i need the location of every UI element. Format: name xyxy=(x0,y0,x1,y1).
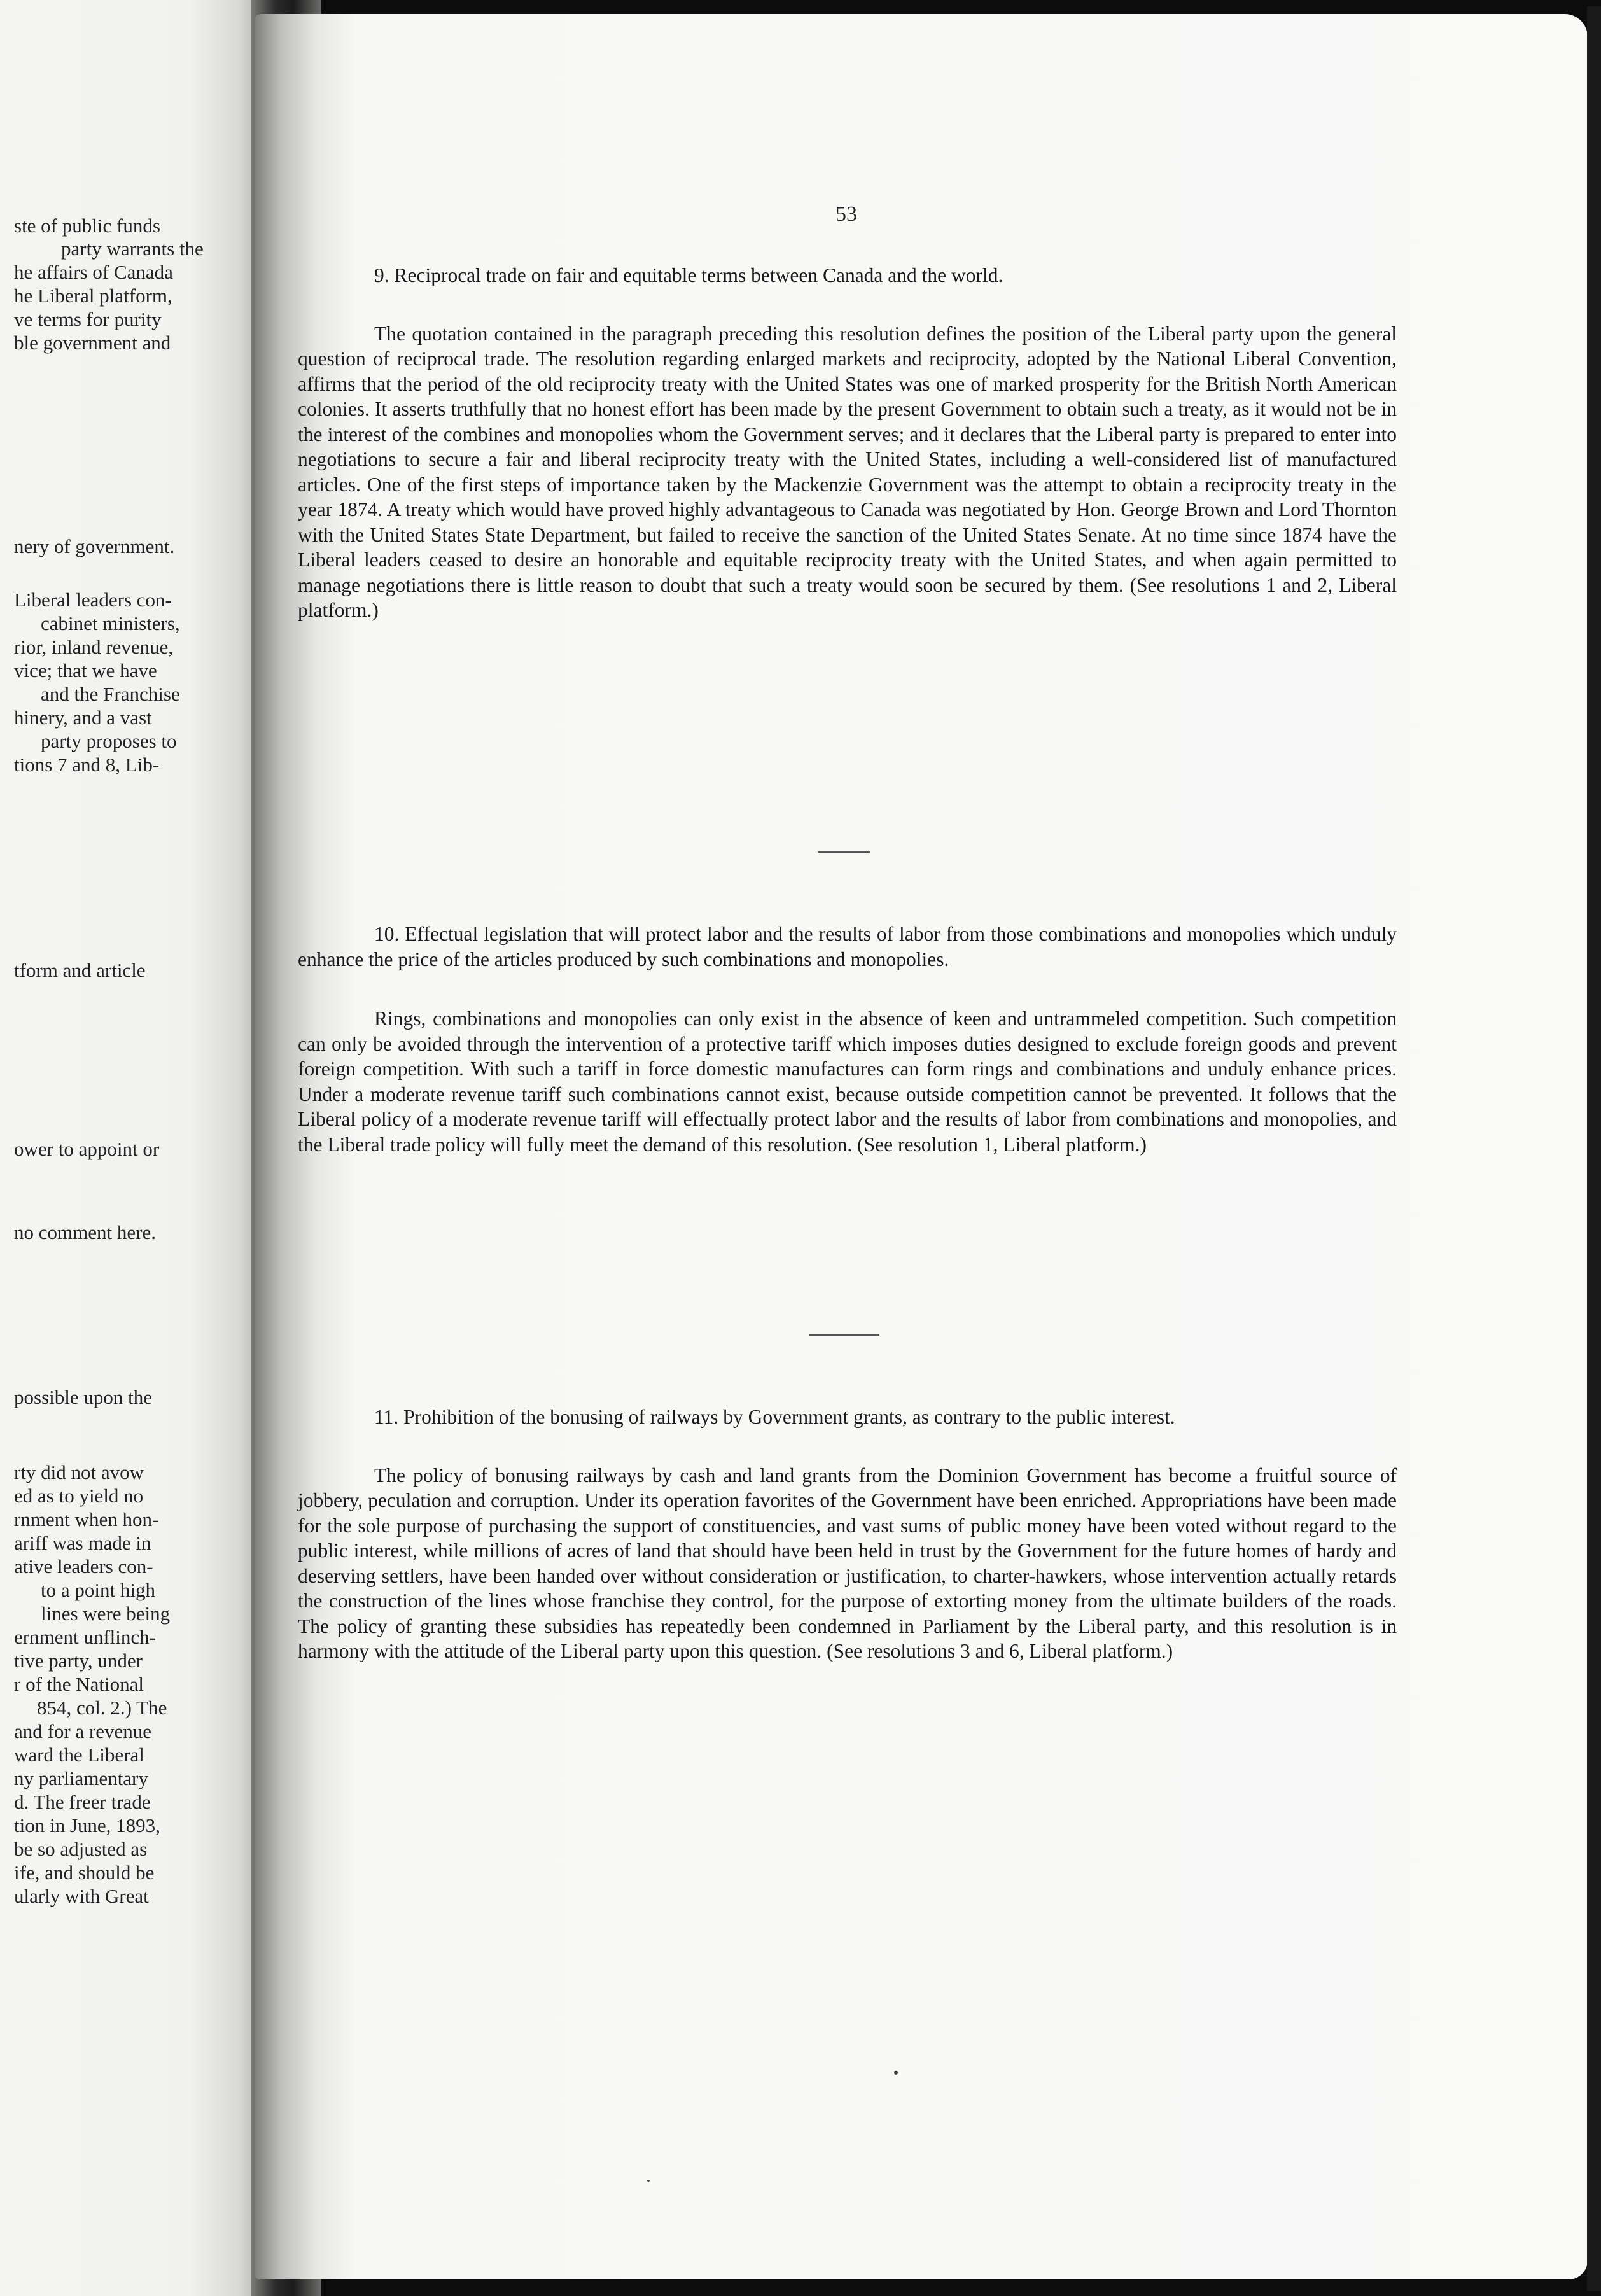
left-page-line: ernment unflinch- xyxy=(14,1626,156,1648)
left-page-line: rior, inland revenue, xyxy=(14,636,174,658)
left-page-line: party warrants the xyxy=(61,237,204,260)
left-page-line: and the Franchise xyxy=(41,683,180,705)
left-page-line: no comment here. xyxy=(14,1221,156,1243)
left-page-line: ower to appoint or xyxy=(14,1138,160,1160)
left-page-line: and for a revenue xyxy=(14,1720,152,1742)
left-page-line: ative leaders con- xyxy=(14,1555,153,1578)
left-page-line: lines were being xyxy=(41,1602,171,1625)
left-page-line: ed as to yield no xyxy=(14,1485,144,1507)
left-page-line: r of the National xyxy=(14,1673,144,1695)
left-page-line: ularly with Great xyxy=(14,1885,149,1907)
left-page-line: rty did not avow xyxy=(14,1461,144,1483)
left-page-line: possible upon the xyxy=(14,1386,152,1408)
left-page-line: nery of government. xyxy=(14,535,175,557)
left-page-line: tion in June, 1893, xyxy=(14,1814,160,1837)
left-page-line: tions 7 and 8, Lib- xyxy=(14,753,160,776)
left-page-line: he Liberal platform, xyxy=(14,284,172,307)
section-10 xyxy=(298,921,1397,1157)
section-10-heading: 10. Effectual legislation that will protect labor and the results of labor from those combinations and monopolies which unduly enhance the price of the articles produced by such combinations and monopolies. xyxy=(298,923,1397,970)
left-page-line: cabinet ministers, xyxy=(41,612,180,634)
left-page-line: hinery, and a vast xyxy=(14,706,152,729)
left-page-line: d. The freer trade xyxy=(14,1791,151,1813)
speck xyxy=(894,2071,898,2075)
left-page-line: ve terms for purity xyxy=(14,308,162,330)
left-facing-page xyxy=(0,0,270,2296)
left-page-line: 854, col. 2.) The xyxy=(37,1697,167,1719)
section-10-body: Rings, combinations and monopolies can only exist in the absence of keen and untrammeled competition. Such competition can only be avoided through the intervention of a protective tariff which imposes duties designed to exclude foreign goods and prevent foreign competition. With such a tariff in force domestic manufactures can form rings and combinations and unduly enhance prices. Under a moderate revenue tariff such combinations cannot exist, because outside competition cannot be prevented. It follows that the Liberal policy of a moderate revenue tariff will effectually protect labor and the results of labor from combinations and monopolies, and the Liberal trade policy will fully meet the demand of this resolution. (See resolution 1, Liberal platform.) xyxy=(298,1007,1397,1156)
left-page-line: ny parliamentary xyxy=(14,1767,148,1789)
left-page-line: ble government and xyxy=(14,332,171,354)
section-9-heading: 9. Reciprocal trade on fair and equitable terms between Canada and the world. xyxy=(374,264,1003,286)
section-11-body: The policy of bonusing railways by cash and land grants from the Dominion Government has become a fruitful source of jobbery, peculation and corruption. Under its operation favorites of the Government have been enriched. Appropriations have been made for the sole purpose of purchasing the support of constituencies, and vast sums of public money have been voted without regard to the public interest, while millions of acres of land that should have been held in trust by the Government for the future homes of hardy and deserving settlers, have been handed over without consideration or justification, to charter-hawkers, whose intervention actually retards the construction of the lines whose franchise they control, for the purpose of extorting money from the ultimate builders of the roads. The policy of granting these subsidies has repeatedly been condemned in Parliament by the Liberal party, and this resolution is in harmony with the attitude of the Liberal party upon this question. (See resolutions 3 and 6, Liberal platform.) xyxy=(298,1464,1397,1662)
section-divider xyxy=(809,1334,879,1336)
left-page-line: Liberal leaders con- xyxy=(14,589,172,611)
section-11 xyxy=(298,1404,1397,1664)
left-page-line: ste of public funds xyxy=(14,214,160,237)
section-11-heading: 11. Prohibition of the bonusing of railways by Government grants, as contrary to the public interest. xyxy=(374,1406,1175,1428)
left-page-line: tform and article xyxy=(14,959,146,981)
section-9-body: The quotation contained in the paragraph preceding this resolution defines the position of the Liberal party upon the general question of reciprocal trade. The resolution regarding enlarged markets and reciprocity, adopted by the National Liberal Convention, affirms that the period of the old reciprocity treaty with the United States was one of marked prosperity for the British North American colonies. It asserts truthfully that no honest effort has been made by the present Government to obtain such a treaty, as it would not be in the interest of the combines and monopolies whom the Government serves; and it declares that the Liberal party is prepared to enter into negotiations to secure a fair and liberal reciprocity treaty with the United States, including a well-considered list of manufactured articles. One of the first steps of importance taken by the Mackenzie Government was the attempt to obtain a reciprocity treaty in the year 1874. A treaty which would have proved highly advantageous to Canada was negotiated by Hon. George Brown and Lord Thornton with the United States State Department, but failed to receive the sanction of the United States Senate. At no time since 1874 have the Liberal leaders ceased to desire an honorable and equitable reciprocity treaty with the United States, and when again permitted to manage negotiations there is little reason to doubt that such a treaty would soon be secured by them. (See resolutions 1 and 2, Liberal platform.) xyxy=(298,322,1397,621)
page-edge-shadow xyxy=(1587,6,1601,2291)
section-divider xyxy=(818,851,870,853)
left-page-line: ariff was made in xyxy=(14,1532,151,1554)
left-page-line: to a point high xyxy=(41,1579,155,1601)
left-page-line: rnment when hon- xyxy=(14,1508,159,1530)
left-page-line: tive party, under xyxy=(14,1649,143,1672)
page-number: 53 xyxy=(835,202,857,226)
speck xyxy=(647,2180,650,2182)
left-page-line: vice; that we have xyxy=(14,659,157,682)
left-page-line: ife, and should be xyxy=(14,1861,155,1884)
section-9 xyxy=(298,263,1397,623)
left-page-line: party proposes to xyxy=(41,730,177,752)
left-page-line: be so adjusted as xyxy=(14,1838,148,1860)
left-page-line: ward the Liberal xyxy=(14,1744,144,1766)
left-page-line: he affairs of Canada xyxy=(14,261,173,283)
